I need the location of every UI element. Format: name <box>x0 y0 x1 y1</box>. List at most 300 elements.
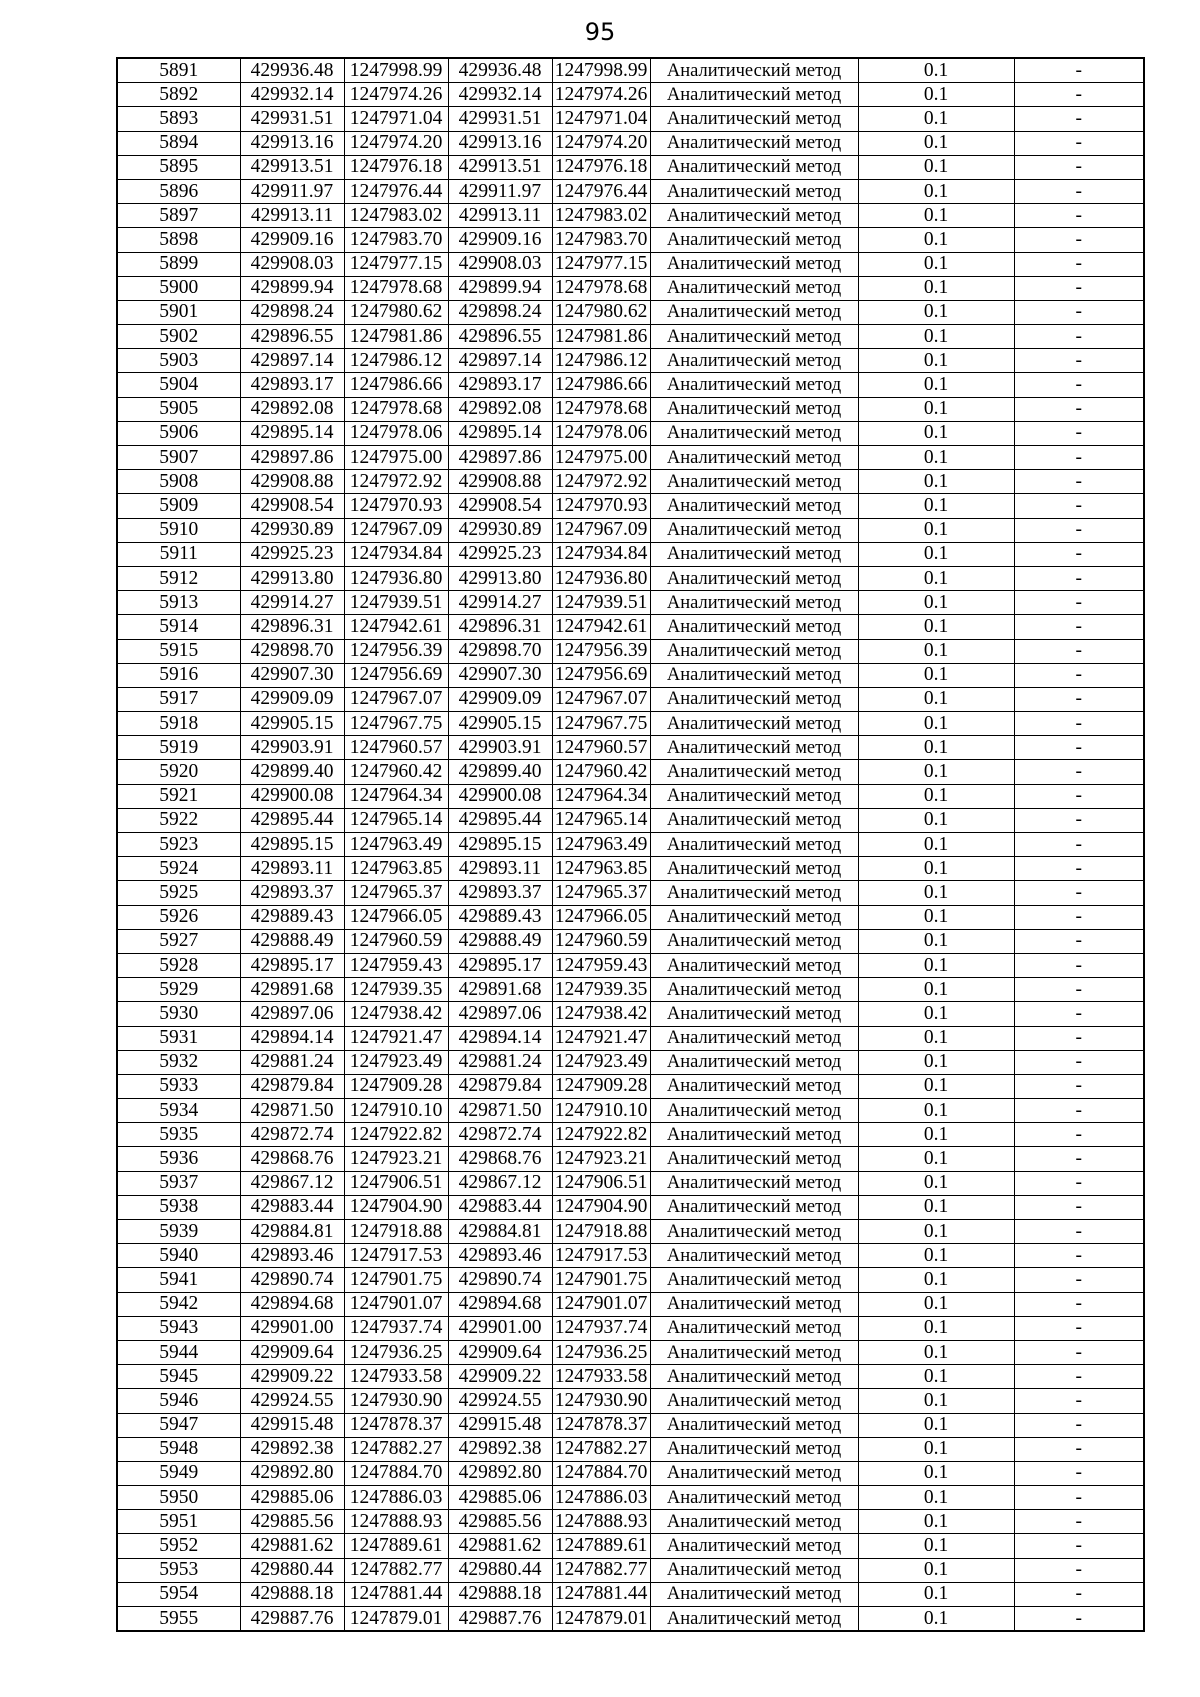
x-coordinate-new-cell: 429871.50 <box>448 1099 552 1123</box>
point-number-cell: 5904 <box>117 373 240 397</box>
x-coordinate-new-cell: 429913.16 <box>448 131 552 155</box>
description-cell: - <box>1014 1389 1144 1413</box>
table-row <box>117 663 1144 687</box>
y-coordinate-new-cell: 1247889.61 <box>552 1534 650 1558</box>
y-coordinate-cell: 1247966.05 <box>344 905 448 929</box>
y-coordinate-new-cell: 1247959.43 <box>552 953 650 977</box>
y-coordinate-new-cell: 1247980.62 <box>552 300 650 324</box>
description-cell: - <box>1014 663 1144 687</box>
table-row <box>117 518 1144 542</box>
y-coordinate-cell: 1247939.51 <box>344 591 448 615</box>
point-number-cell: 5954 <box>117 1582 240 1606</box>
x-coordinate-new-cell: 429895.14 <box>448 421 552 445</box>
point-number-cell: 5945 <box>117 1365 240 1389</box>
x-coordinate-cell: 429887.76 <box>240 1607 344 1632</box>
method-cell: Аналитический метод <box>650 131 858 155</box>
method-cell: Аналитический метод <box>650 784 858 808</box>
description-cell: - <box>1014 1437 1144 1461</box>
y-coordinate-new-cell: 1247960.42 <box>552 760 650 784</box>
table-row <box>117 953 1144 977</box>
precision-cell: 0.1 <box>858 1074 1014 1098</box>
x-coordinate-cell: 429893.17 <box>240 373 344 397</box>
y-coordinate-new-cell: 1247888.93 <box>552 1510 650 1534</box>
method-cell: Аналитический метод <box>650 373 858 397</box>
method-cell: Аналитический метод <box>650 1607 858 1632</box>
description-cell: - <box>1014 1461 1144 1485</box>
table-row <box>117 784 1144 808</box>
description-cell: - <box>1014 857 1144 881</box>
precision-cell: 0.1 <box>858 155 1014 179</box>
method-cell: Аналитический метод <box>650 1340 858 1364</box>
method-cell: Аналитический метод <box>650 736 858 760</box>
x-coordinate-new-cell: 429881.62 <box>448 1534 552 1558</box>
x-coordinate-cell: 429908.54 <box>240 494 344 518</box>
y-coordinate-cell: 1247978.68 <box>344 276 448 300</box>
y-coordinate-cell: 1247967.09 <box>344 518 448 542</box>
table-row <box>117 83 1144 107</box>
method-cell: Аналитический метод <box>650 1099 858 1123</box>
precision-cell: 0.1 <box>858 325 1014 349</box>
method-cell: Аналитический метод <box>650 639 858 663</box>
y-coordinate-cell: 1247964.34 <box>344 784 448 808</box>
y-coordinate-cell: 1247889.61 <box>344 1534 448 1558</box>
description-cell: - <box>1014 325 1144 349</box>
precision-cell: 0.1 <box>858 953 1014 977</box>
x-coordinate-cell: 429895.15 <box>240 833 344 857</box>
point-number-cell: 5946 <box>117 1389 240 1413</box>
method-cell: Аналитический метод <box>650 591 858 615</box>
precision-cell: 0.1 <box>858 470 1014 494</box>
x-coordinate-new-cell: 429896.55 <box>448 325 552 349</box>
point-number-cell: 5908 <box>117 470 240 494</box>
precision-cell: 0.1 <box>858 1050 1014 1074</box>
y-coordinate-cell: 1247983.70 <box>344 228 448 252</box>
table-row <box>117 349 1144 373</box>
x-coordinate-new-cell: 429915.48 <box>448 1413 552 1437</box>
point-number-cell: 5938 <box>117 1195 240 1219</box>
x-coordinate-cell: 429889.43 <box>240 905 344 929</box>
x-coordinate-cell: 429892.38 <box>240 1437 344 1461</box>
point-number-cell: 5912 <box>117 566 240 590</box>
point-number-cell: 5950 <box>117 1486 240 1510</box>
table-row <box>117 808 1144 832</box>
table-row <box>117 1026 1144 1050</box>
method-cell: Аналитический метод <box>650 300 858 324</box>
description-cell: - <box>1014 421 1144 445</box>
precision-cell: 0.1 <box>858 1510 1014 1534</box>
method-cell: Аналитический метод <box>650 1074 858 1098</box>
y-coordinate-new-cell: 1247934.84 <box>552 542 650 566</box>
point-number-cell: 5921 <box>117 784 240 808</box>
precision-cell: 0.1 <box>858 881 1014 905</box>
x-coordinate-cell: 429885.56 <box>240 1510 344 1534</box>
precision-cell: 0.1 <box>858 349 1014 373</box>
table-row <box>117 1510 1144 1534</box>
point-number-cell: 5932 <box>117 1050 240 1074</box>
table-row <box>117 760 1144 784</box>
method-cell: Аналитический метод <box>650 687 858 711</box>
y-coordinate-cell: 1247981.86 <box>344 325 448 349</box>
x-coordinate-cell: 429913.80 <box>240 566 344 590</box>
x-coordinate-new-cell: 429914.27 <box>448 591 552 615</box>
table-row <box>117 1171 1144 1195</box>
table-row <box>117 1437 1144 1461</box>
precision-cell: 0.1 <box>858 542 1014 566</box>
description-cell: - <box>1014 300 1144 324</box>
y-coordinate-new-cell: 1247901.07 <box>552 1292 650 1316</box>
precision-cell: 0.1 <box>858 929 1014 953</box>
point-number-cell: 5935 <box>117 1123 240 1147</box>
x-coordinate-new-cell: 429868.76 <box>448 1147 552 1171</box>
point-number-cell: 5934 <box>117 1099 240 1123</box>
y-coordinate-cell: 1247963.85 <box>344 857 448 881</box>
description-cell: - <box>1014 1316 1144 1340</box>
table-row <box>117 712 1144 736</box>
method-cell: Аналитический метод <box>650 1123 858 1147</box>
x-coordinate-cell: 429895.17 <box>240 953 344 977</box>
method-cell: Аналитический метод <box>650 1486 858 1510</box>
description-cell: - <box>1014 83 1144 107</box>
description-cell: - <box>1014 1582 1144 1606</box>
y-coordinate-new-cell: 1247974.26 <box>552 83 650 107</box>
description-cell: - <box>1014 1099 1144 1123</box>
y-coordinate-cell: 1247965.37 <box>344 881 448 905</box>
precision-cell: 0.1 <box>858 1316 1014 1340</box>
x-coordinate-new-cell: 429908.54 <box>448 494 552 518</box>
y-coordinate-new-cell: 1247956.39 <box>552 639 650 663</box>
precision-cell: 0.1 <box>858 712 1014 736</box>
table-row <box>117 1099 1144 1123</box>
x-coordinate-cell: 429895.44 <box>240 808 344 832</box>
point-number-cell: 5895 <box>117 155 240 179</box>
precision-cell: 0.1 <box>858 300 1014 324</box>
method-cell: Аналитический метод <box>650 808 858 832</box>
y-coordinate-cell: 1247960.42 <box>344 760 448 784</box>
method-cell: Аналитический метод <box>650 228 858 252</box>
point-number-cell: 5894 <box>117 131 240 155</box>
point-number-cell: 5933 <box>117 1074 240 1098</box>
y-coordinate-new-cell: 1247936.80 <box>552 566 650 590</box>
y-coordinate-cell: 1247922.82 <box>344 1123 448 1147</box>
description-cell: - <box>1014 591 1144 615</box>
method-cell: Аналитический метод <box>650 1534 858 1558</box>
x-coordinate-new-cell: 429897.86 <box>448 446 552 470</box>
y-coordinate-new-cell: 1247917.53 <box>552 1244 650 1268</box>
method-cell: Аналитический метод <box>650 566 858 590</box>
y-coordinate-new-cell: 1247967.07 <box>552 687 650 711</box>
description-cell: - <box>1014 1365 1144 1389</box>
method-cell: Аналитический метод <box>650 1171 858 1195</box>
x-coordinate-new-cell: 429931.51 <box>448 107 552 131</box>
x-coordinate-new-cell: 429898.70 <box>448 639 552 663</box>
table-row <box>117 204 1144 228</box>
precision-cell: 0.1 <box>858 83 1014 107</box>
table-row <box>117 494 1144 518</box>
point-number-cell: 5893 <box>117 107 240 131</box>
point-number-cell: 5936 <box>117 1147 240 1171</box>
y-coordinate-new-cell: 1247906.51 <box>552 1171 650 1195</box>
y-coordinate-new-cell: 1247978.06 <box>552 421 650 445</box>
point-number-cell: 5929 <box>117 978 240 1002</box>
y-coordinate-cell: 1247960.59 <box>344 929 448 953</box>
description-cell: - <box>1014 494 1144 518</box>
precision-cell: 0.1 <box>858 228 1014 252</box>
table-row <box>117 1582 1144 1606</box>
point-number-cell: 5937 <box>117 1171 240 1195</box>
y-coordinate-new-cell: 1247886.03 <box>552 1486 650 1510</box>
description-cell: - <box>1014 1292 1144 1316</box>
point-number-cell: 5920 <box>117 760 240 784</box>
precision-cell: 0.1 <box>858 1220 1014 1244</box>
y-coordinate-new-cell: 1247930.90 <box>552 1389 650 1413</box>
y-coordinate-new-cell: 1247939.35 <box>552 978 650 1002</box>
x-coordinate-cell: 429867.12 <box>240 1171 344 1195</box>
point-number-cell: 5923 <box>117 833 240 857</box>
y-coordinate-new-cell: 1247975.00 <box>552 446 650 470</box>
y-coordinate-cell: 1247879.01 <box>344 1607 448 1632</box>
method-cell: Аналитический метод <box>650 1437 858 1461</box>
y-coordinate-cell: 1247882.27 <box>344 1437 448 1461</box>
y-coordinate-cell: 1247974.20 <box>344 131 448 155</box>
x-coordinate-cell: 429936.48 <box>240 58 344 83</box>
table-row <box>117 397 1144 421</box>
y-coordinate-cell: 1247904.90 <box>344 1195 448 1219</box>
description-cell: - <box>1014 1268 1144 1292</box>
method-cell: Аналитический метод <box>650 542 858 566</box>
method-cell: Аналитический метод <box>650 1582 858 1606</box>
x-coordinate-cell: 429895.14 <box>240 421 344 445</box>
table-row <box>117 1558 1144 1582</box>
y-coordinate-new-cell: 1247904.90 <box>552 1195 650 1219</box>
y-coordinate-cell: 1247901.75 <box>344 1268 448 1292</box>
x-coordinate-new-cell: 429895.17 <box>448 953 552 977</box>
table-row <box>117 1147 1144 1171</box>
table-row <box>117 1123 1144 1147</box>
y-coordinate-new-cell: 1247970.93 <box>552 494 650 518</box>
x-coordinate-new-cell: 429881.24 <box>448 1050 552 1074</box>
x-coordinate-new-cell: 429908.88 <box>448 470 552 494</box>
precision-cell: 0.1 <box>858 591 1014 615</box>
description-cell: - <box>1014 204 1144 228</box>
precision-cell: 0.1 <box>858 1437 1014 1461</box>
point-number-cell: 5953 <box>117 1558 240 1582</box>
y-coordinate-new-cell: 1247923.21 <box>552 1147 650 1171</box>
y-coordinate-new-cell: 1247909.28 <box>552 1074 650 1098</box>
table-row <box>117 1244 1144 1268</box>
point-number-cell: 5918 <box>117 712 240 736</box>
table-row <box>117 905 1144 929</box>
point-number-cell: 5905 <box>117 397 240 421</box>
table-row <box>117 639 1144 663</box>
y-coordinate-cell: 1247965.14 <box>344 808 448 832</box>
y-coordinate-cell: 1247967.07 <box>344 687 448 711</box>
x-coordinate-new-cell: 429879.84 <box>448 1074 552 1098</box>
description-cell: - <box>1014 1607 1144 1632</box>
point-number-cell: 5901 <box>117 300 240 324</box>
point-number-cell: 5907 <box>117 446 240 470</box>
table-row <box>117 155 1144 179</box>
y-coordinate-new-cell: 1247882.77 <box>552 1558 650 1582</box>
y-coordinate-new-cell: 1247879.01 <box>552 1607 650 1632</box>
point-number-cell: 5917 <box>117 687 240 711</box>
table-row <box>117 373 1144 397</box>
precision-cell: 0.1 <box>858 397 1014 421</box>
method-cell: Аналитический метод <box>650 1316 858 1340</box>
x-coordinate-new-cell: 429893.37 <box>448 881 552 905</box>
page-number: 95 <box>584 18 616 46</box>
precision-cell: 0.1 <box>858 204 1014 228</box>
point-number-cell: 5941 <box>117 1268 240 1292</box>
x-coordinate-new-cell: 429899.40 <box>448 760 552 784</box>
x-coordinate-new-cell: 429894.14 <box>448 1026 552 1050</box>
x-coordinate-cell: 429893.11 <box>240 857 344 881</box>
precision-cell: 0.1 <box>858 1582 1014 1606</box>
x-coordinate-cell: 429903.91 <box>240 736 344 760</box>
x-coordinate-new-cell: 429867.12 <box>448 1171 552 1195</box>
y-coordinate-new-cell: 1247983.70 <box>552 228 650 252</box>
y-coordinate-cell: 1247972.92 <box>344 470 448 494</box>
precision-cell: 0.1 <box>858 1268 1014 1292</box>
point-number-cell: 5949 <box>117 1461 240 1485</box>
precision-cell: 0.1 <box>858 1534 1014 1558</box>
y-coordinate-new-cell: 1247933.58 <box>552 1365 650 1389</box>
x-coordinate-cell: 429909.16 <box>240 228 344 252</box>
table-row <box>117 1002 1144 1026</box>
x-coordinate-new-cell: 429907.30 <box>448 663 552 687</box>
y-coordinate-cell: 1247910.10 <box>344 1099 448 1123</box>
method-cell: Аналитический метод <box>650 421 858 445</box>
y-coordinate-new-cell: 1247971.04 <box>552 107 650 131</box>
precision-cell: 0.1 <box>858 131 1014 155</box>
method-cell: Аналитический метод <box>650 1026 858 1050</box>
description-cell: - <box>1014 1171 1144 1195</box>
x-coordinate-new-cell: 429897.06 <box>448 1002 552 1026</box>
x-coordinate-cell: 429898.24 <box>240 300 344 324</box>
y-coordinate-cell: 1247882.77 <box>344 1558 448 1582</box>
y-coordinate-new-cell: 1247937.74 <box>552 1316 650 1340</box>
x-coordinate-new-cell: 429898.24 <box>448 300 552 324</box>
method-cell: Аналитический метод <box>650 1002 858 1026</box>
table-row <box>117 1389 1144 1413</box>
y-coordinate-cell: 1247939.35 <box>344 978 448 1002</box>
method-cell: Аналитический метод <box>650 1461 858 1485</box>
description-cell: - <box>1014 639 1144 663</box>
precision-cell: 0.1 <box>858 276 1014 300</box>
point-number-cell: 5928 <box>117 953 240 977</box>
y-coordinate-new-cell: 1247960.57 <box>552 736 650 760</box>
point-number-cell: 5903 <box>117 349 240 373</box>
y-coordinate-new-cell: 1247938.42 <box>552 1002 650 1026</box>
description-cell: - <box>1014 808 1144 832</box>
precision-cell: 0.1 <box>858 663 1014 687</box>
precision-cell: 0.1 <box>858 1195 1014 1219</box>
y-coordinate-cell: 1247909.28 <box>344 1074 448 1098</box>
x-coordinate-new-cell: 429885.06 <box>448 1486 552 1510</box>
x-coordinate-new-cell: 429913.51 <box>448 155 552 179</box>
y-coordinate-new-cell: 1247964.34 <box>552 784 650 808</box>
y-coordinate-new-cell: 1247976.44 <box>552 179 650 203</box>
point-number-cell: 5913 <box>117 591 240 615</box>
y-coordinate-cell: 1247917.53 <box>344 1244 448 1268</box>
y-coordinate-new-cell: 1247981.86 <box>552 325 650 349</box>
precision-cell: 0.1 <box>858 518 1014 542</box>
x-coordinate-cell: 429883.44 <box>240 1195 344 1219</box>
description-cell: - <box>1014 736 1144 760</box>
description-cell: - <box>1014 373 1144 397</box>
precision-cell: 0.1 <box>858 373 1014 397</box>
x-coordinate-cell: 429908.88 <box>240 470 344 494</box>
description-cell: - <box>1014 687 1144 711</box>
method-cell: Аналитический метод <box>650 905 858 929</box>
precision-cell: 0.1 <box>858 857 1014 881</box>
y-coordinate-new-cell: 1247881.44 <box>552 1582 650 1606</box>
description-cell: - <box>1014 1123 1144 1147</box>
x-coordinate-new-cell: 429884.81 <box>448 1220 552 1244</box>
x-coordinate-cell: 429930.89 <box>240 518 344 542</box>
description-cell: - <box>1014 1050 1144 1074</box>
x-coordinate-new-cell: 429911.97 <box>448 179 552 203</box>
y-coordinate-cell: 1247975.00 <box>344 446 448 470</box>
x-coordinate-cell: 429901.00 <box>240 1316 344 1340</box>
point-number-cell: 5943 <box>117 1316 240 1340</box>
y-coordinate-new-cell: 1247882.27 <box>552 1437 650 1461</box>
method-cell: Аналитический метод <box>650 83 858 107</box>
x-coordinate-new-cell: 429913.11 <box>448 204 552 228</box>
precision-cell: 0.1 <box>858 1147 1014 1171</box>
method-cell: Аналитический метод <box>650 1365 858 1389</box>
method-cell: Аналитический метод <box>650 1413 858 1437</box>
point-number-cell: 5940 <box>117 1244 240 1268</box>
x-coordinate-cell: 429888.18 <box>240 1582 344 1606</box>
x-coordinate-cell: 429888.49 <box>240 929 344 953</box>
method-cell: Аналитический метод <box>650 518 858 542</box>
point-number-cell: 5951 <box>117 1510 240 1534</box>
y-coordinate-cell: 1247918.88 <box>344 1220 448 1244</box>
y-coordinate-new-cell: 1247983.02 <box>552 204 650 228</box>
y-coordinate-cell: 1247960.57 <box>344 736 448 760</box>
precision-cell: 0.1 <box>858 179 1014 203</box>
method-cell: Аналитический метод <box>650 155 858 179</box>
precision-cell: 0.1 <box>858 58 1014 83</box>
y-coordinate-new-cell: 1247978.68 <box>552 397 650 421</box>
y-coordinate-new-cell: 1247942.61 <box>552 615 650 639</box>
precision-cell: 0.1 <box>858 107 1014 131</box>
method-cell: Аналитический метод <box>650 325 858 349</box>
method-cell: Аналитический метод <box>650 833 858 857</box>
y-coordinate-new-cell: 1247977.15 <box>552 252 650 276</box>
description-cell: - <box>1014 276 1144 300</box>
description-cell: - <box>1014 1510 1144 1534</box>
point-number-cell: 5925 <box>117 881 240 905</box>
description-cell: - <box>1014 1534 1144 1558</box>
point-number-cell: 5910 <box>117 518 240 542</box>
y-coordinate-new-cell: 1247966.05 <box>552 905 650 929</box>
x-coordinate-cell: 429913.11 <box>240 204 344 228</box>
y-coordinate-cell: 1247967.75 <box>344 712 448 736</box>
x-coordinate-cell: 429931.51 <box>240 107 344 131</box>
precision-cell: 0.1 <box>858 687 1014 711</box>
method-cell: Аналитический метод <box>650 1050 858 1074</box>
method-cell: Аналитический метод <box>650 881 858 905</box>
x-coordinate-new-cell: 429893.46 <box>448 1244 552 1268</box>
point-number-cell: 5897 <box>117 204 240 228</box>
y-coordinate-cell: 1247934.84 <box>344 542 448 566</box>
table-row <box>117 300 1144 324</box>
point-number-cell: 5944 <box>117 1340 240 1364</box>
table-row <box>117 1534 1144 1558</box>
precision-cell: 0.1 <box>858 494 1014 518</box>
precision-cell: 0.1 <box>858 760 1014 784</box>
